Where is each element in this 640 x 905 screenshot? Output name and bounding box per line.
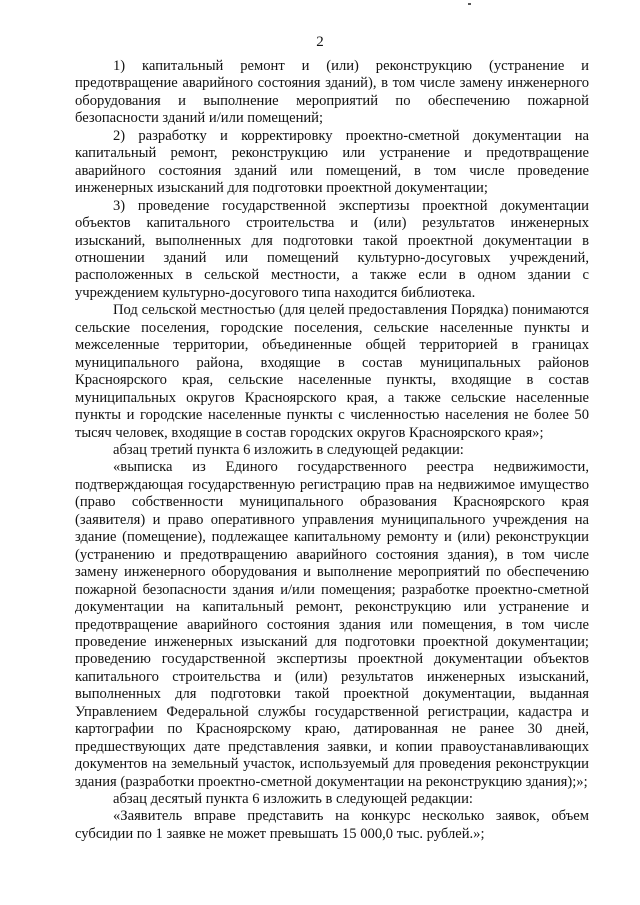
page-number: 2 (316, 34, 324, 50)
paragraph-subsidy-limit: «Заявитель вправе представить на конкурс несколько заявок, объем субсидии по 1 заявке не может превышать 15 000,0 тыс. рублей.»; (75, 808, 589, 842)
paragraph-rural-definition: Под сельской местностью (для целей предоставления Порядка) понимаются сельские поселения, городские поселения, сельские населенные пункты и межселенные территории, объединенные общей территорией в границах муниципального района, входящие в состав муниципальных районов Красноярского края, сельские населенные пункты, входящие в состав муниципальных округов Красноярского края, а также сельские населенные пункты и городские населенные пункты с численностью населения не более 50 тысяч человек, входящие в состав городских округов Красноярского края»; (75, 302, 589, 441)
paragraph-item-3: 3) проведение государственной экспертизы проектной документации объектов капитального строительства и (или) результатов инженерных изысканий, выполненных для подготовки такой проектной документации в отношении зданий или помещений культурно-досуговых учреждений, расположенных в сельской местности, а также если в одном здании с учреждением культурно-досугового типа находится библиотека. (75, 197, 589, 301)
paragraph-amendment-intro-10: абзац десятый пункта 6 изложить в следующей редакции: (113, 791, 473, 808)
paragraph-item-2: 2) разработку и корректировку проектно-сметной документации на капитальный ремонт, реконструкцию или устранение и предотвращение аварийного состояния зданий или помещений, в том числе проведение инженерных изысканий для подготовки проектной документации; (75, 127, 589, 197)
scan-mark (468, 3, 471, 5)
paragraph-amendment-intro-3: абзац третий пункта 6 изложить в следующей редакции: (113, 441, 464, 458)
paragraph-registry-extract: «выписка из Единого государственного реестра недвижимости, подтверждающая государственную регистрацию прав на недвижимое имущество (право собственности муниципального образования Красноярского края (заявителя) и право оперативного управления муниципального учреждения на здание (помещение), подлежащее капитальному ремонту и (или) реконструкции (устранению и предотвращению аварийного состояния здания), в том числе замену инженерного оборудования и выполнение мероприятий по обеспечению пожарной безопасности здания и/или помещения; разработке проектно-сметной документации на капитальный ремонт, реконструкцию или устранение и предотвращение аварийного состояния здания или помещения, в том числе проведение инженерных изысканий для подготовки проектной документации; проведению государственной экспертизы проектной документации объектов капитального строительства и (или) результатов инженерных изысканий, выполненных для подготовки такой проектной документации, выданная Управлением Федеральной службы государственной регистрации, кадастра и картографии по Красноярскому краю, датированная не ранее 30 дней, предшествующих дате представления заявки, и копии правоустанавливающих документов на земельный участок, используемый для проведения реконструкции здания (разработки проектно-сметной документации на реконструкцию здания);»; (75, 459, 589, 790)
paragraph-item-1: 1) капитальный ремонт и (или) реконструкцию (устранение и предотвращение аварийного состояния зданий), в том числе замену инженерного оборудования и выполнение мероприятий по обеспечению пожарной безопасности зданий и/или помещений; (75, 58, 589, 127)
document-body (75, 58, 589, 843)
